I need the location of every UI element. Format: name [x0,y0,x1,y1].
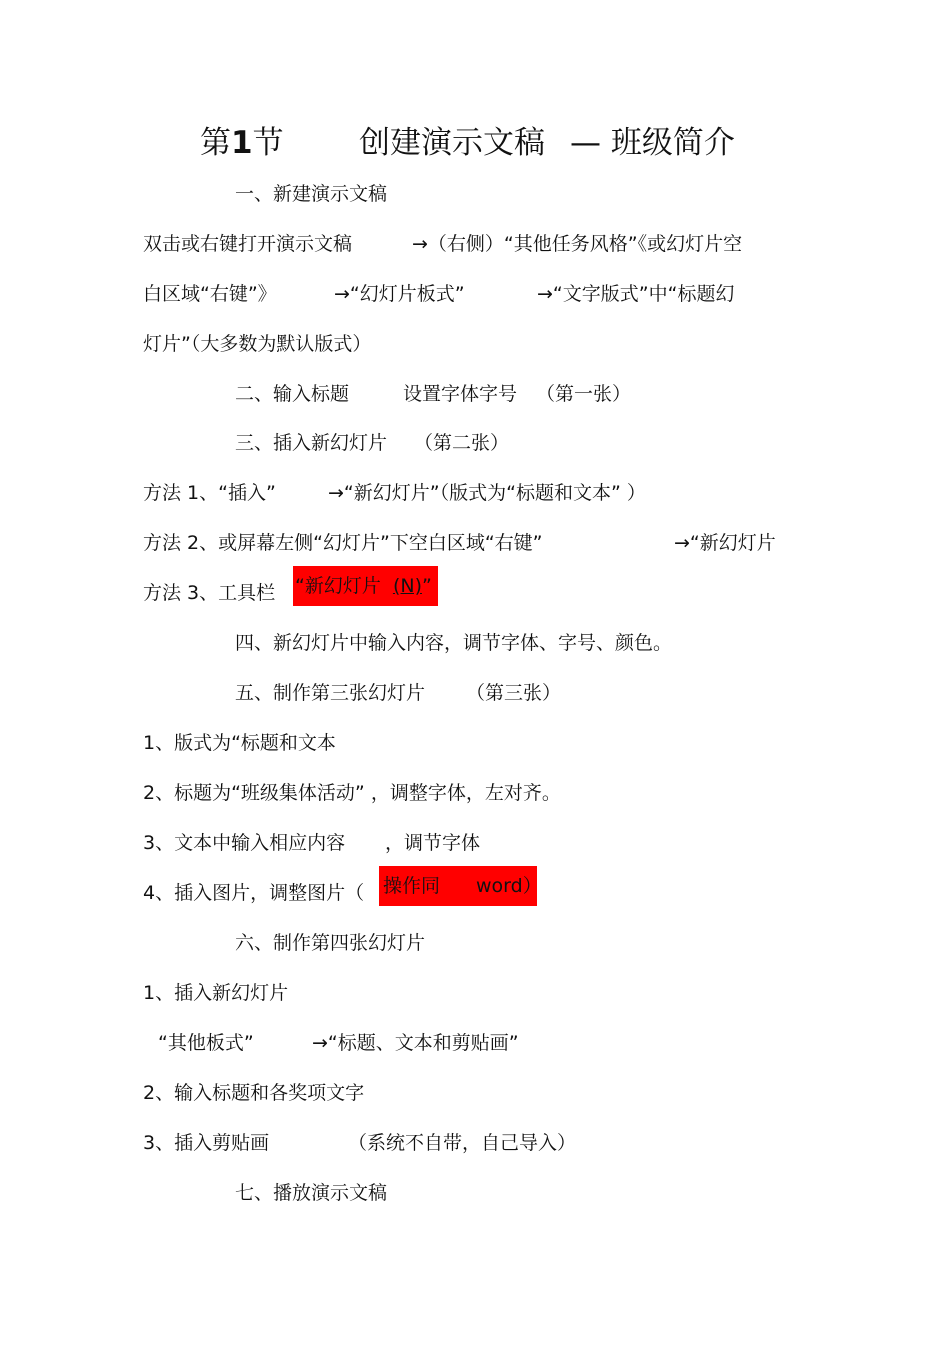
heading-4 [235,630,672,656]
text-segment: →“新幻灯片”（版式为“标题和文本” ） [328,482,646,504]
text-segment: ” [421,575,432,597]
text-segment: “新幻灯片 [295,575,381,597]
highlighted-text [293,566,438,606]
heading-6-text: 六、制作第四张幻灯片 [235,932,426,954]
list-item [143,980,288,1006]
text-segment: ，调节字体 [385,832,481,854]
text-segment: 1、版式为“标题和文本 [143,732,336,754]
title-prefix: 第 [200,125,231,161]
text-segment: 操作同 [383,875,441,897]
text-segment: （系统不自带，自己导入） [348,1132,577,1154]
text-segment: 灯片”（大多数为默认版式） [143,333,372,355]
list-item [143,1080,364,1106]
paragraph-line [143,331,371,357]
text-segment: →“新幻灯片 [674,532,776,554]
text-segment: →“幻灯片板式” [334,283,465,305]
highlighted-text [379,866,542,906]
title-subject: — 班级简介 [570,125,735,161]
text-segment: 1、插入新幻灯片 [143,982,289,1004]
text-segment: （第一张） [536,383,632,405]
text-segment: “其他板式” [158,1032,254,1054]
title-main: 创建演示文稿 [359,125,545,161]
title-section-number [200,122,284,164]
text-segment: 方法 3、工具栏 [143,582,276,604]
text-segment: 2、输入标题和各奖项文字 [143,1082,365,1104]
text-segment: →“标题、文本和剪贴画” [312,1032,519,1054]
heading-4-text: 四、新幻灯片中输入内容，调节字体、字号、颜色。 [235,632,673,654]
text-segment: →“文字版式”中“标题幻 [537,283,735,305]
text-segment: 双击或右键打开演示文稿 [143,233,353,255]
text-segment: 设置字体字号 [403,383,518,405]
heading-5-text: 五、制作第三张幻灯片 [235,682,426,704]
heading-7 [235,1180,387,1206]
heading-3-text: 三、插入新幻灯片 [235,432,388,454]
text-segment: (N) [392,575,422,597]
text-segment: 方法 2、或屏幕左侧“幻灯片”下空白区域“右键” [143,532,543,554]
text-segment: 4、插入图片，调整图片（ [143,882,365,904]
text-segment: 3、插入剪贴画 [143,1132,270,1154]
text-segment: （第二张） [414,432,510,454]
text-segment: word） [476,875,542,897]
text-segment: 3、文本中输入相应内容 [143,832,346,854]
red-highlight [293,566,438,606]
text-segment: 方法 1、“插入” [143,482,276,504]
heading-6 [235,930,425,956]
text-segment: 白区域“右键”》 [143,283,277,305]
heading-7-text: 七、播放演示文稿 [235,1182,388,1204]
heading-1 [235,181,387,207]
title-suffix: 节 [252,125,284,161]
title-number: 1 [231,125,253,161]
heading-2-text: 二、输入标题 [235,383,350,405]
red-highlight [379,866,542,906]
list-item [143,730,336,756]
text-segment: （第三张） [466,682,562,704]
text-segment: →（右侧）“其他任务风格”《或幻灯片空 [412,233,743,255]
text-segment: 2、标题为“班级集体活动” ，调整字体，左对齐。 [143,782,561,804]
list-item [143,780,561,806]
heading-1-text: 一、新建演示文稿 [235,183,388,205]
